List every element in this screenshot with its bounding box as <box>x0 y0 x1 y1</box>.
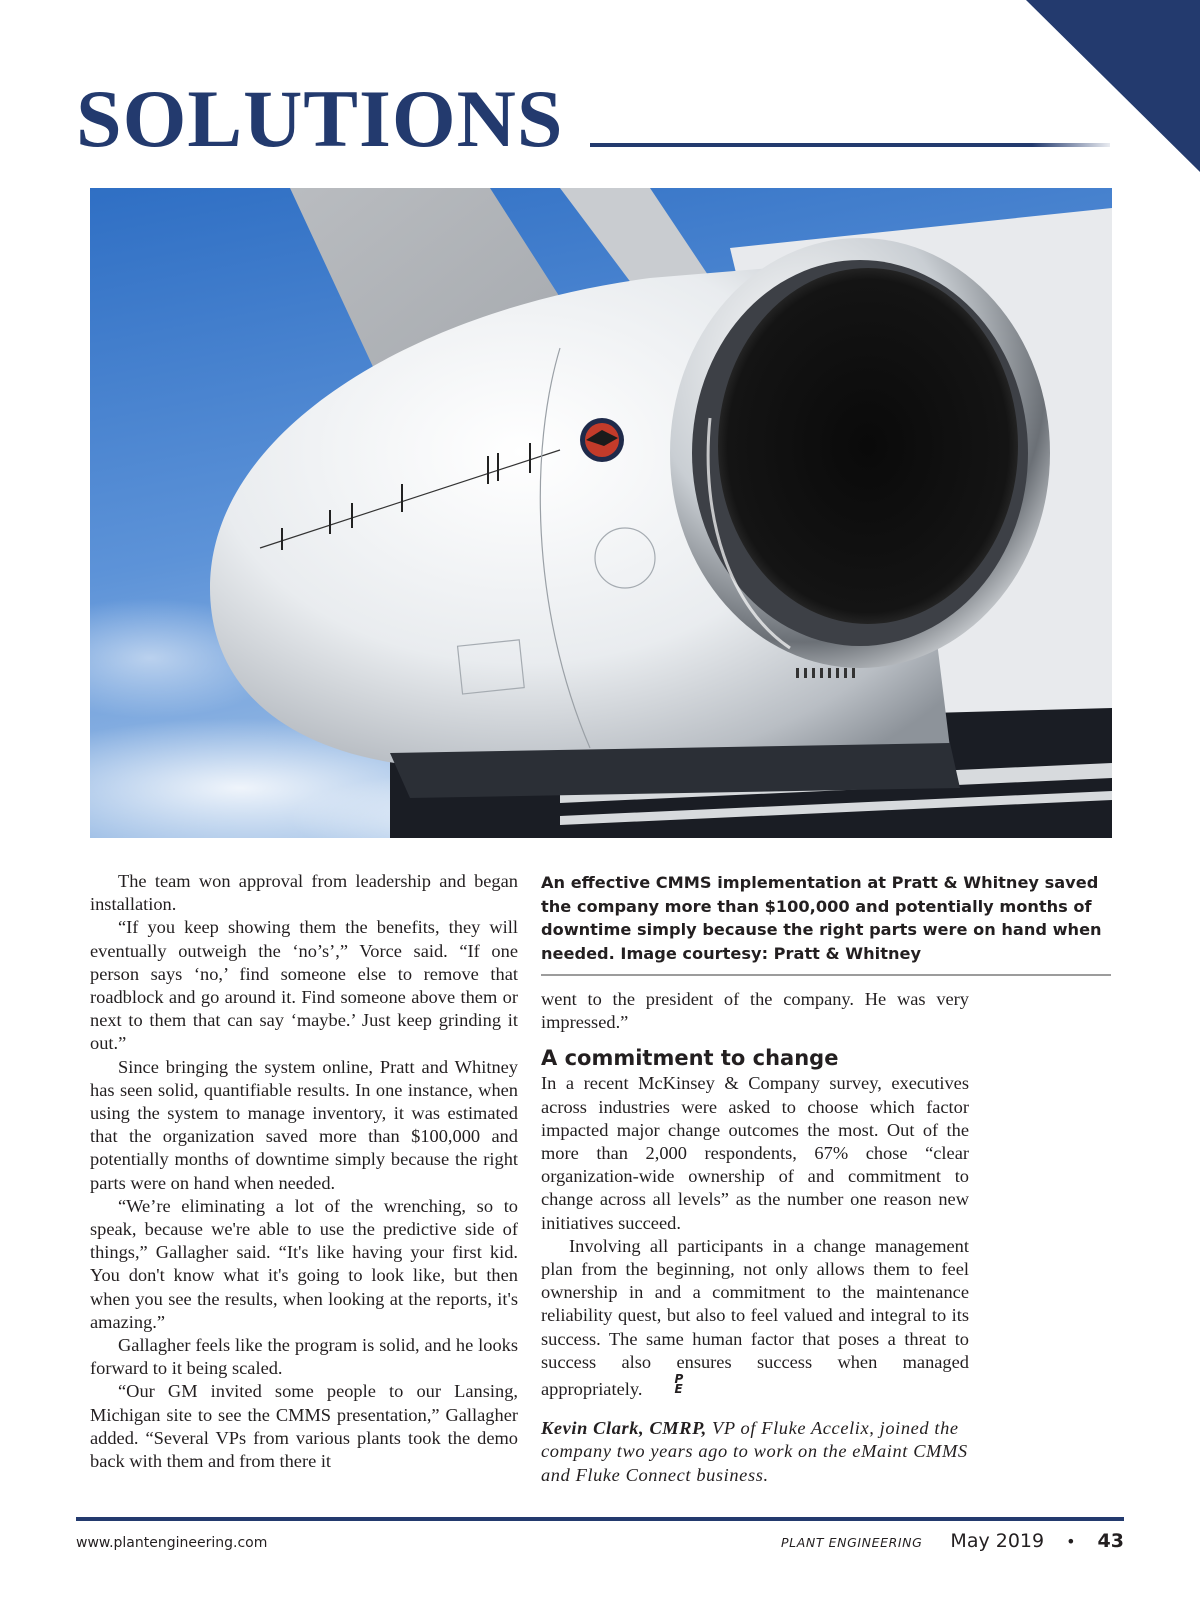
body-paragraph: “We’re eliminating a lot of the wrenching, so to speak, because we're able to use the predictive side of things,” Gallagher said. “It's like having your first kid. You don't know what it's going to look like, but then when you see the results, when looking at the reports, it's amazing.” <box>90 1195 518 1332</box>
author-name: Kevin Clark, CMRP, <box>541 1418 707 1439</box>
body-paragraph: In a recent McKinsey & Company survey, executives across industries were asked to choose which factor impacted major change outcomes the most. Out of the more than 2,000 respondents, 67% chose “clear organization-wide ownership of and commitment to change across all levels” as the number one reason new initiatives succeed. <box>541 1073 969 1233</box>
author-bio-text: VP of Fluke Accelix, joined the company two years ago to work on the eMaint CMMS and Fluke Connect business. <box>541 1418 968 1485</box>
body-paragraph-text: Involving all participants in a change management plan from the beginning, not only allows them to feel ownership in and a commitment to the maintenance reliability quest, but also to feel valued and integral to its success. The same human factor that poses a threat to success also ensures success when managed appropriately. <box>541 1235 969 1400</box>
bullet-separator: • <box>1066 1532 1076 1551</box>
page-number: 43 <box>1097 1530 1124 1552</box>
body-paragraph: “If you keep showing them the benefits, they will eventually outweigh the ‘no’s’,” Vorce said. “If one person says ‘no,’ find someone else to remove that roadblock and go around it. Find someone above them or next to them that can say ‘maybe.’ Just keep grinding it out.” <box>90 917 518 1054</box>
issue-date: May 2019 <box>950 1530 1045 1552</box>
left-column <box>90 870 518 1473</box>
magazine-name: PLANT ENGINEERING <box>781 1535 923 1550</box>
pe-end-mark-icon: P E <box>674 1372 684 1397</box>
eagle-emblem-icon <box>580 418 624 462</box>
body-paragraph: “Our GM invited some people to our Lansing, Michigan site to see the CMMS presentation,” Gallagher added. “Several VPs from various plants took the demo back with them and from there it <box>90 1381 518 1472</box>
image-caption: An effective CMMS implementation at Pratt & Whitney saved the company more than $100,000 and potentially months of downtime simply because the right parts were on hand when needed. Image courtesy: Pratt & Whitney <box>541 873 1102 963</box>
caption-divider <box>541 974 1111 976</box>
body-paragraph-continued: went to the president of the company. He was very impressed.” <box>541 989 969 1033</box>
footer-url[interactable]: www.plantengineering.com <box>76 1535 268 1551</box>
body-paragraph: Gallagher feels like the program is solid, and he looks forward to it being scaled. <box>90 1335 518 1379</box>
body-paragraph: Since bringing the system online, Pratt and Whitney has seen solid, quantifiable results. In one instance, when using the system to manage inventory, it was estimated that the organization saved more than $100,000 and potentially months of downtime simply because the right parts were on hand when needed. <box>90 1056 518 1193</box>
right-column <box>541 988 969 1487</box>
author-bio <box>541 1417 969 1487</box>
section-title: SOLUTIONS <box>76 73 564 164</box>
footer-info <box>781 1530 1124 1552</box>
footer-rule <box>76 1517 1124 1521</box>
title-rule <box>590 143 1110 147</box>
body-paragraph: The team won approval from leadership and began installation. <box>90 871 518 915</box>
section-subhead: A commitment to change <box>541 1046 839 1071</box>
jet-engine-nacelle-photo <box>90 188 1112 838</box>
body-paragraph-last <box>541 1235 969 1401</box>
hero-image <box>90 188 1112 838</box>
